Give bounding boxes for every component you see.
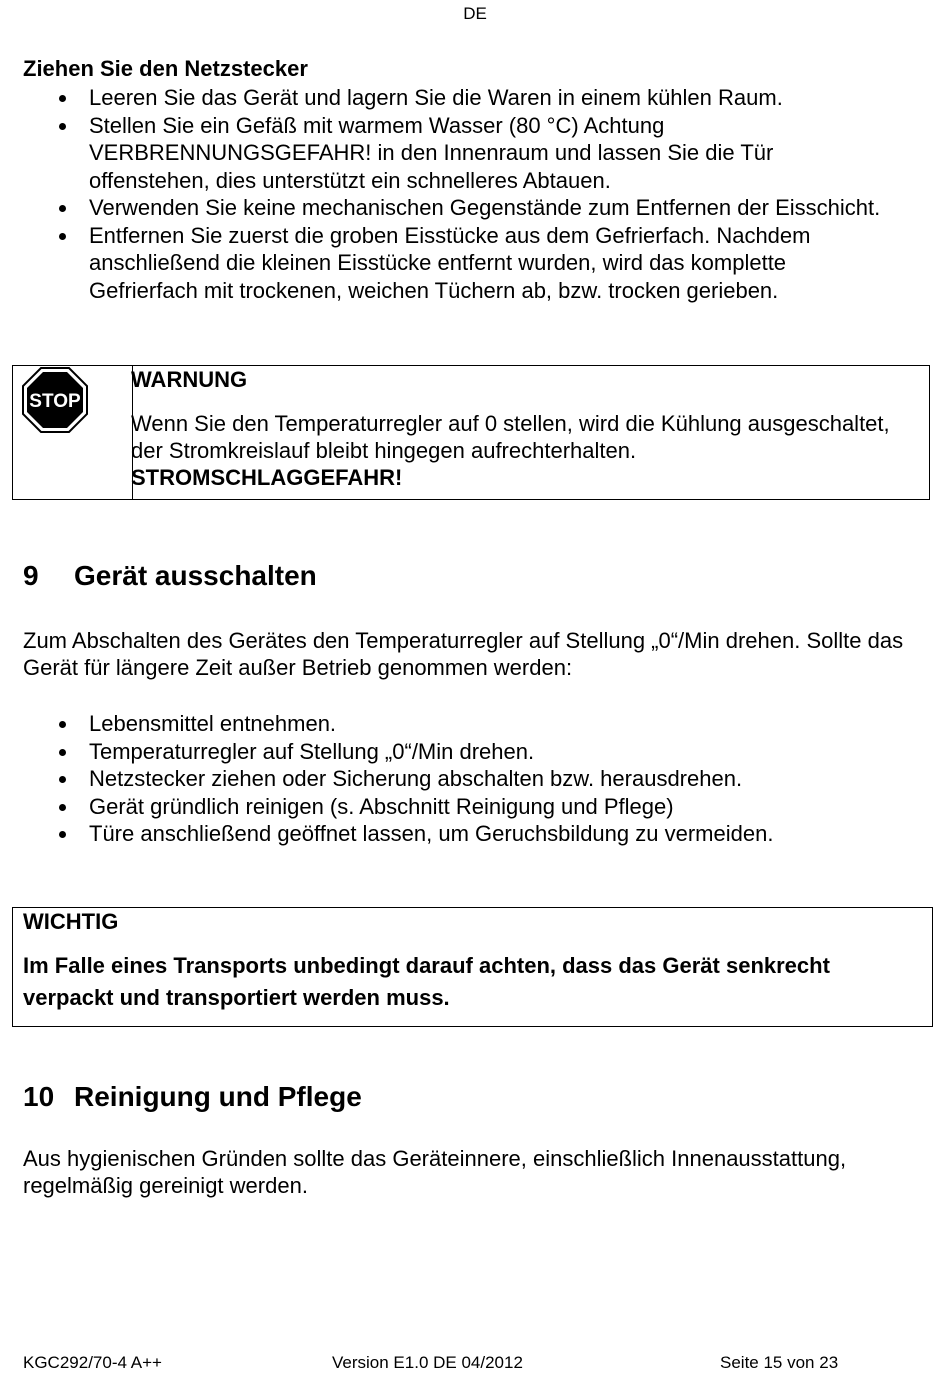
list-item: Netzstecker ziehen oder Sicherung abschalten bzw. herausdrehen. <box>23 765 923 793</box>
section-9-heading <box>23 560 317 592</box>
section-title: Reinigung und Pflege <box>74 1081 362 1112</box>
list-item: Entfernen Sie zuerst die groben Eisstücke aus dem Gefrierfach. Nachdem anschließend die kleinen Eisstücke entfernt wurden, wird das komplette Gefrierfach mit trockenen, weichen Tüchern ab, bzw. trocken gerieben. <box>23 222 883 305</box>
list-item: Verwenden Sie keine mechanischen Gegenstände zum Entfernen der Eisschicht. <box>23 194 883 222</box>
warning-text-block <box>131 410 921 491</box>
list-item: Stellen Sie ein Gefäß mit warmem Wasser (80 °C) Achtung VERBRENNUNGSGEFAHR! in den Innenraum und lassen Sie die Tür offenstehen, dies unterstützt ein schnelleres Abtauen. <box>23 112 883 195</box>
list-item: Gerät gründlich reinigen (s. Abschnitt Reinigung und Pflege) <box>23 793 923 821</box>
section-9-intro: Zum Abschalten des Gerätes den Temperaturregler auf Stellung „0“/Min drehen. Sollte das Gerät für längere Zeit außer Betrieb genommen werden: <box>23 628 904 680</box>
list-item: Lebensmittel entnehmen. <box>23 710 923 738</box>
unplug-heading: Ziehen Sie den Netzstecker <box>23 56 308 81</box>
section-number: 10 <box>23 1081 55 1112</box>
important-text: Im Falle eines Transports unbedingt darauf achten, dass das Gerät senkrecht verpackt und transportiert werden muss. <box>23 953 830 1010</box>
warning-title: WARNUNG <box>131 367 248 392</box>
footer-model: KGC292/70-4 A++ <box>23 1353 162 1372</box>
important-title: WICHTIG <box>23 909 119 934</box>
section-9-bullet-list <box>23 710 923 848</box>
list-item: Leeren Sie das Gerät und lagern Sie die Waren in einem kühlen Raum. <box>23 84 883 112</box>
list-item: Türe anschließend geöffnet lassen, um Geruchsbildung zu vermeiden. <box>23 820 923 848</box>
section-title: Gerät ausschalten <box>74 560 317 591</box>
section-number: 9 <box>23 560 39 591</box>
list-item: Temperaturregler auf Stellung „0“/Min drehen. <box>23 738 923 766</box>
section-10-text: Aus hygienischen Gründen sollte das Geräteinnere, einschließlich Innenausstattung, regelmäßig gereinigt werden. <box>23 1146 847 1198</box>
stop-sign-text: STOP <box>29 391 81 412</box>
footer-version: Version E1.0 DE 04/2012 <box>332 1353 523 1372</box>
footer-page-number: Seite 15 von 23 <box>720 1353 839 1372</box>
warning-emphasis: STROMSCHLAGGEFAHR! <box>131 465 403 490</box>
unplug-bullet-list <box>23 84 883 304</box>
warning-text: Wenn Sie den Temperaturregler auf 0 stellen, wird die Kühlung ausgeschaltet, der Stromkreislauf bleibt hingegen aufrechterhalten. <box>131 411 890 463</box>
section-10-heading <box>23 1081 362 1113</box>
stop-sign-icon <box>21 366 89 434</box>
language-label: DE <box>463 4 487 23</box>
